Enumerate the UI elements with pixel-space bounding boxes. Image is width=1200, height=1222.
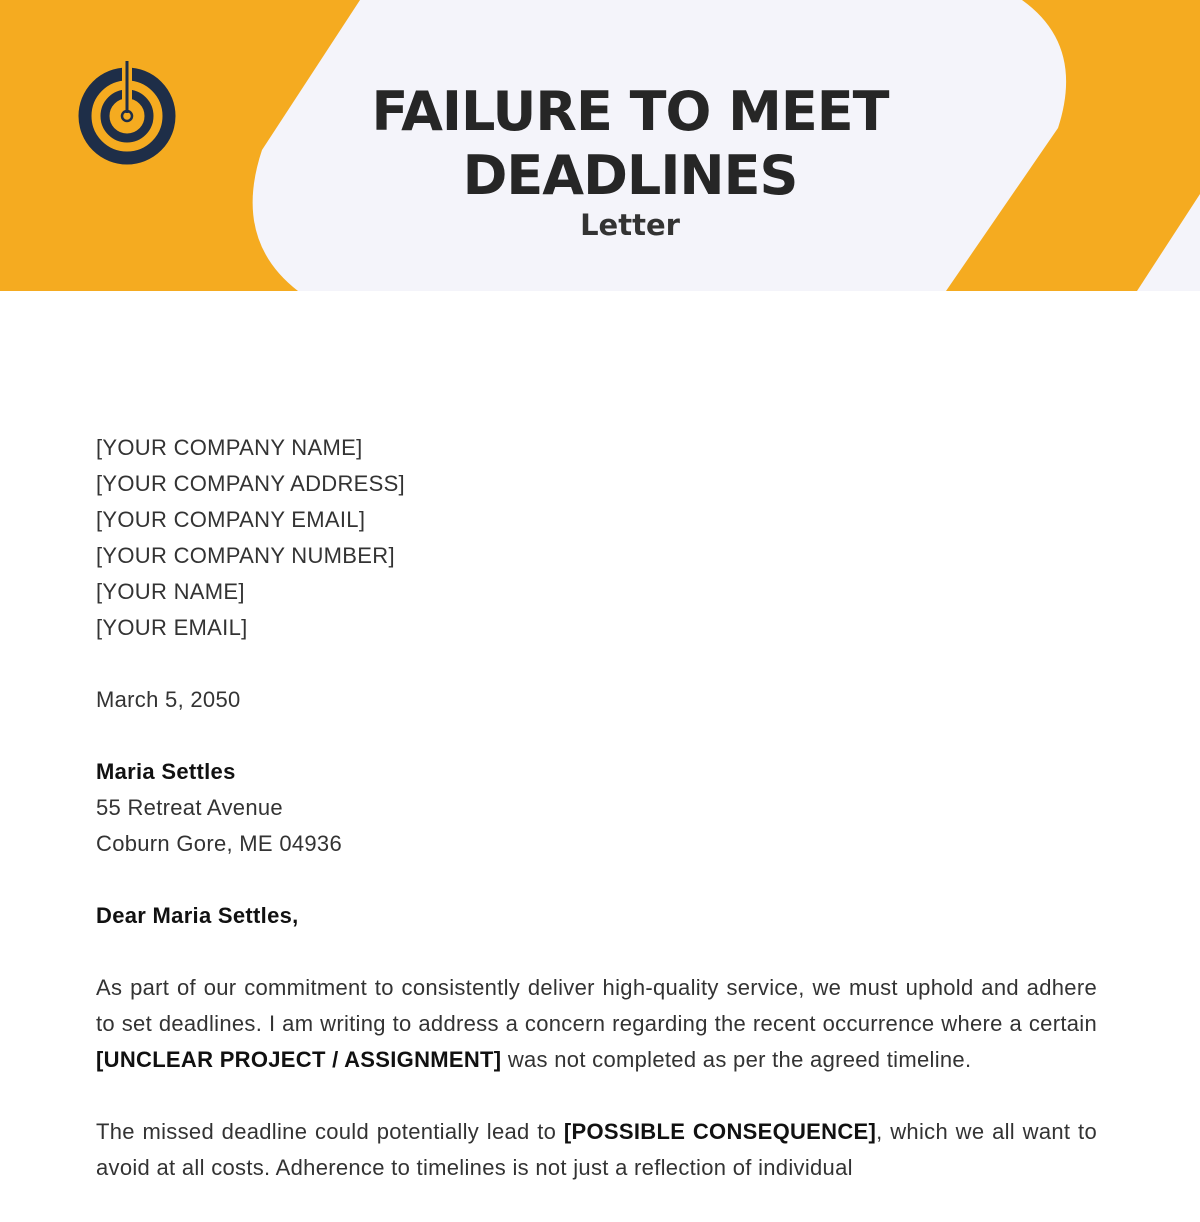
letter-date: March 5, 2050 bbox=[96, 687, 241, 712]
text: The missed deadline could potentially lead to bbox=[96, 1119, 564, 1144]
text: , which we all want to avoid at all costs. Adherence to timelines is not just a reflection of individual bbox=[96, 1119, 1097, 1180]
sender-line: [YOUR COMPANY NUMBER] bbox=[96, 543, 395, 568]
recipient-block bbox=[96, 754, 1097, 862]
sender-line: [YOUR EMAIL] bbox=[96, 615, 248, 640]
paragraph-2 bbox=[96, 1114, 1097, 1186]
sender-block bbox=[96, 430, 1097, 646]
page-subtitle: Letter bbox=[580, 208, 680, 242]
letter-body bbox=[96, 430, 1097, 1222]
page-title: FAILURE TO MEET DEADLINES bbox=[371, 80, 889, 207]
sender-line: [YOUR COMPANY NAME] bbox=[96, 435, 363, 460]
header-banner bbox=[0, 0, 1200, 291]
text: As part of our commitment to consistently deliver high-quality service, we must uphold and adhere to set deadlines. I am writing to address a concern regarding the recent occurrence where a certain bbox=[96, 975, 1097, 1036]
target-icon bbox=[76, 60, 180, 168]
recipient-name: Maria Settles bbox=[96, 759, 236, 784]
sender-line: [YOUR COMPANY EMAIL] bbox=[96, 507, 366, 532]
sender-line: [YOUR NAME] bbox=[96, 579, 245, 604]
recipient-address: 55 Retreat Avenue bbox=[96, 795, 283, 820]
recipient-city: Coburn Gore, ME 04936 bbox=[96, 831, 342, 856]
text: was not completed as per the agreed timeline. bbox=[501, 1047, 972, 1072]
salutation: Dear Maria Settles, bbox=[96, 903, 299, 928]
paragraph-1 bbox=[96, 970, 1097, 1078]
placeholder-consequence: [POSSIBLE CONSEQUENCE] bbox=[563, 1119, 877, 1144]
sender-line: [YOUR COMPANY ADDRESS] bbox=[96, 471, 405, 496]
placeholder-project: [UNCLEAR PROJECT / ASSIGNMENT] bbox=[96, 1047, 502, 1072]
